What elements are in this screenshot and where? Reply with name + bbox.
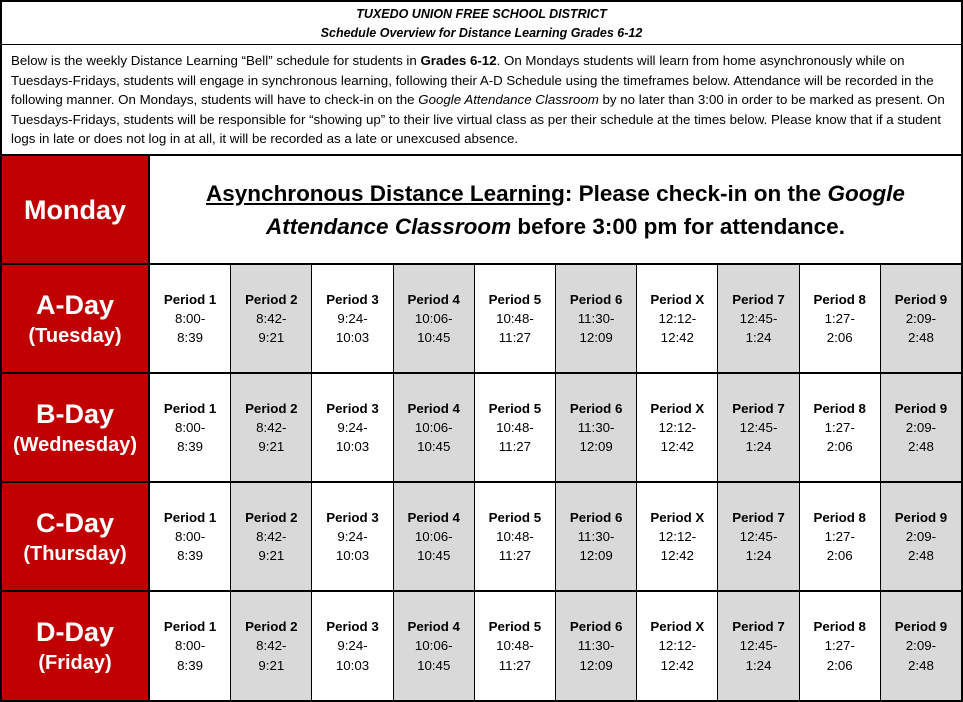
period-name: Period 1 bbox=[163, 509, 217, 525]
intro-paragraph bbox=[2, 45, 961, 156]
period-start: 8:42- bbox=[256, 528, 287, 544]
day-cell-monday bbox=[2, 156, 150, 263]
period-start: 11:30- bbox=[577, 310, 615, 326]
day-name: B-Day bbox=[35, 398, 115, 429]
period-start: 2:09- bbox=[905, 528, 937, 544]
period-start: 12:45- bbox=[739, 638, 778, 654]
period-start: 9:24- bbox=[337, 528, 368, 544]
intro-classroom: Google Attendance Classroom bbox=[418, 92, 599, 108]
period-start: 1:27- bbox=[824, 419, 855, 435]
period-start: 12:12- bbox=[658, 528, 697, 544]
period-name: Period 9 bbox=[894, 291, 948, 307]
period-end: 12:42 bbox=[660, 657, 694, 673]
day-weekday: (Wednesday) bbox=[12, 433, 138, 456]
period-cell bbox=[312, 592, 393, 700]
period-name: Period 5 bbox=[488, 400, 542, 416]
day-row bbox=[2, 374, 961, 483]
period-start: 9:24- bbox=[337, 310, 368, 326]
period-name: Period 1 bbox=[163, 619, 217, 635]
period-name: Period 3 bbox=[326, 509, 379, 525]
period-cell bbox=[394, 592, 475, 700]
period-cell bbox=[800, 483, 881, 590]
intro-text-2: . On Mondays students will learn from home asynchronously while on Tuesdays-Fridays, students will engage in synchronous learning, following their A-D Schedule using the timeframes below. Attendance will be recorded in the following manner. On Mondays, students will have to check-in on the bbox=[11, 53, 934, 108]
period-cell bbox=[718, 592, 799, 700]
period-cell bbox=[475, 592, 556, 700]
period-start: 10:06- bbox=[414, 419, 453, 435]
day-name: D-Day bbox=[35, 617, 115, 647]
period-end: 10:03 bbox=[335, 548, 370, 564]
district-title: TUXEDO UNION FREE SCHOOL DISTRICT bbox=[356, 7, 607, 21]
period-name: Period 2 bbox=[245, 509, 298, 525]
day-name: A-Day bbox=[35, 289, 115, 320]
period-end: 8:39 bbox=[177, 657, 204, 673]
period-end: 12:09 bbox=[579, 548, 613, 564]
period-cell bbox=[800, 592, 881, 700]
period-cell bbox=[637, 265, 718, 372]
document-header bbox=[2, 2, 961, 45]
period-cell bbox=[637, 374, 718, 481]
period-start: 10:48- bbox=[496, 310, 534, 326]
day-cell bbox=[2, 483, 150, 590]
period-end: 9:21 bbox=[258, 548, 285, 564]
period-end: 10:45 bbox=[417, 657, 451, 673]
period-name: Period 6 bbox=[569, 509, 623, 525]
period-end: 12:42 bbox=[660, 439, 694, 455]
period-end: 12:42 bbox=[660, 548, 694, 564]
period-end: 10:03 bbox=[335, 330, 370, 346]
intro-text-3: by no later than 3:00 in order to be marked as present. On Tuesdays-Fridays, students will be responsible for “showing up” to their live virtual class as per their schedule at the times below. Please know that if a student logs in late or does not log in at all, it will be recorded as a late or unexcused absence. bbox=[11, 92, 945, 147]
period-name: Period 3 bbox=[326, 619, 379, 635]
period-end: 12:09 bbox=[579, 439, 613, 455]
period-name: Period 7 bbox=[732, 619, 785, 635]
period-name: Period 9 bbox=[894, 400, 948, 416]
period-end: 1:24 bbox=[745, 548, 772, 564]
period-start: 1:27- bbox=[824, 528, 855, 544]
period-cell bbox=[475, 483, 556, 590]
period-cell bbox=[475, 265, 556, 372]
period-start: 1:27- bbox=[824, 310, 855, 326]
period-end: 11:27 bbox=[498, 548, 532, 564]
period-cell bbox=[556, 592, 637, 700]
period-name: Period 3 bbox=[326, 400, 379, 416]
period-name: Period 2 bbox=[245, 619, 298, 635]
period-cell bbox=[150, 483, 231, 590]
period-end: 11:27 bbox=[498, 439, 532, 455]
monday-msg-end: before 3:00 pm for attendance. bbox=[511, 213, 845, 239]
period-start: 8:00- bbox=[174, 528, 206, 544]
period-name: Period 2 bbox=[245, 400, 298, 416]
period-start: 10:06- bbox=[414, 528, 453, 544]
period-end: 2:48 bbox=[907, 657, 934, 673]
day-weekday: (Thursday) bbox=[23, 542, 127, 565]
schedule-subtitle: Schedule Overview for Distance Learning Grades 6-12 bbox=[320, 26, 643, 40]
period-name: Period X bbox=[650, 291, 705, 307]
period-end: 2:06 bbox=[826, 548, 853, 564]
period-end: 8:39 bbox=[177, 330, 204, 346]
intro-grades: Grades 6-12 bbox=[420, 53, 497, 68]
period-end: 9:21 bbox=[258, 330, 285, 346]
period-start: 12:12- bbox=[658, 638, 697, 654]
period-name: Period 4 bbox=[407, 619, 460, 635]
period-end: 2:06 bbox=[826, 657, 853, 673]
period-start: 1:27- bbox=[824, 638, 855, 654]
period-cell bbox=[150, 374, 231, 481]
period-cell bbox=[231, 265, 312, 372]
period-end: 12:09 bbox=[579, 657, 613, 673]
period-name: Period 7 bbox=[732, 400, 785, 416]
period-cell bbox=[556, 483, 637, 590]
period-start: 11:30- bbox=[577, 638, 615, 654]
period-end: 8:39 bbox=[177, 548, 204, 564]
period-start: 10:06- bbox=[414, 638, 453, 654]
period-name: Period X bbox=[650, 400, 705, 416]
period-cell bbox=[394, 265, 475, 372]
period-cell bbox=[637, 483, 718, 590]
period-cell bbox=[394, 483, 475, 590]
period-start: 2:09- bbox=[905, 310, 937, 326]
period-name: Period 9 bbox=[894, 619, 948, 635]
period-cell bbox=[637, 592, 718, 700]
period-start: 12:12- bbox=[658, 310, 697, 326]
period-start: 12:45- bbox=[739, 419, 778, 435]
period-cell bbox=[718, 374, 799, 481]
monday-row bbox=[2, 156, 961, 265]
period-name: Period 4 bbox=[407, 509, 460, 525]
day-cell bbox=[2, 592, 150, 700]
day-row bbox=[2, 592, 961, 700]
period-name: Period 7 bbox=[732, 291, 785, 307]
period-name: Period 7 bbox=[732, 509, 785, 525]
period-cell bbox=[800, 374, 881, 481]
period-name: Period 4 bbox=[407, 400, 460, 416]
period-end: 8:39 bbox=[177, 439, 204, 455]
period-start: 8:00- bbox=[174, 638, 206, 654]
day-weekday: (Friday) bbox=[38, 652, 112, 674]
day-row bbox=[2, 483, 961, 592]
period-name: Period X bbox=[650, 619, 705, 635]
period-cell bbox=[231, 592, 312, 700]
period-name: Period 2 bbox=[245, 291, 298, 307]
monday-message bbox=[150, 156, 961, 263]
period-start: 11:30- bbox=[577, 419, 615, 435]
period-name: Period 9 bbox=[894, 509, 948, 525]
period-end: 1:24 bbox=[745, 439, 772, 455]
period-end: 2:06 bbox=[826, 330, 853, 346]
period-start: 10:48- bbox=[496, 528, 534, 544]
period-start: 2:09- bbox=[905, 419, 937, 435]
period-cell bbox=[312, 374, 393, 481]
period-start: 11:30- bbox=[577, 528, 615, 544]
period-name: Period 6 bbox=[569, 400, 623, 416]
period-cell bbox=[881, 374, 961, 481]
period-start: 12:12- bbox=[658, 419, 697, 435]
intro-text-1: Below is the weekly Distance Learning “Bell” schedule for students in bbox=[11, 53, 421, 68]
period-end: 2:48 bbox=[907, 439, 934, 455]
period-cell bbox=[800, 265, 881, 372]
period-cell bbox=[394, 374, 475, 481]
period-end: 2:06 bbox=[826, 439, 853, 455]
period-start: 8:42- bbox=[256, 419, 287, 435]
day-row bbox=[2, 265, 961, 374]
period-name: Period 8 bbox=[813, 400, 866, 416]
period-start: 12:45- bbox=[739, 528, 778, 544]
period-start: 10:06- bbox=[414, 310, 453, 326]
period-cell bbox=[881, 592, 961, 700]
period-name: Period 8 bbox=[813, 619, 866, 635]
period-end: 1:24 bbox=[745, 330, 772, 346]
period-start: 8:00- bbox=[174, 310, 206, 326]
period-cell bbox=[231, 483, 312, 590]
day-cell bbox=[2, 374, 150, 481]
period-start: 8:42- bbox=[256, 310, 287, 326]
period-cell bbox=[231, 374, 312, 481]
period-name: Period 3 bbox=[326, 291, 379, 307]
period-cell bbox=[150, 592, 231, 700]
period-name: Period 4 bbox=[407, 291, 460, 307]
period-name: Period 1 bbox=[163, 291, 217, 307]
period-cell bbox=[718, 265, 799, 372]
period-start: 10:48- bbox=[496, 419, 534, 435]
period-cell bbox=[556, 265, 637, 372]
period-start: 2:09- bbox=[905, 638, 937, 654]
period-start: 12:45- bbox=[739, 310, 778, 326]
period-end: 12:09 bbox=[579, 330, 613, 346]
period-cell bbox=[718, 483, 799, 590]
period-end: 10:45 bbox=[417, 439, 451, 455]
period-end: 10:45 bbox=[417, 330, 451, 346]
monday-msg-italic: Google Attendance Classroom bbox=[266, 180, 905, 239]
period-end: 11:27 bbox=[498, 657, 532, 673]
period-cell bbox=[150, 265, 231, 372]
period-end: 1:24 bbox=[745, 657, 772, 673]
period-start: 8:42- bbox=[256, 638, 287, 654]
monday-msg-underlined: Asynchronous Distance Learning bbox=[206, 180, 565, 206]
period-end: 11:27 bbox=[498, 330, 532, 346]
period-end: 10:03 bbox=[335, 657, 370, 673]
period-name: Period X bbox=[650, 509, 705, 525]
period-end: 9:21 bbox=[258, 439, 285, 455]
period-name: Period 5 bbox=[488, 291, 542, 307]
period-end: 2:48 bbox=[907, 330, 934, 346]
period-name: Period 6 bbox=[569, 291, 623, 307]
period-cell bbox=[312, 265, 393, 372]
day-weekday: (Tuesday) bbox=[28, 324, 122, 347]
period-name: Period 1 bbox=[163, 400, 217, 416]
period-end: 2:48 bbox=[907, 548, 934, 564]
period-start: 8:00- bbox=[174, 419, 206, 435]
period-start: 9:24- bbox=[337, 419, 368, 435]
period-name: Period 8 bbox=[813, 291, 866, 307]
day-cell bbox=[2, 265, 150, 372]
period-start: 9:24- bbox=[337, 638, 368, 654]
period-name: Period 8 bbox=[813, 509, 866, 525]
period-cell bbox=[556, 374, 637, 481]
monday-msg-mid: : Please check-in on the bbox=[564, 180, 828, 206]
period-end: 9:21 bbox=[258, 657, 285, 673]
period-end: 10:03 bbox=[335, 439, 370, 455]
day-name: C-Day bbox=[35, 507, 115, 538]
period-end: 12:42 bbox=[660, 330, 694, 346]
day-name: Monday bbox=[23, 194, 126, 225]
period-name: Period 6 bbox=[569, 619, 623, 635]
period-name: Period 5 bbox=[488, 619, 542, 635]
period-end: 10:45 bbox=[417, 548, 451, 564]
period-start: 10:48- bbox=[496, 638, 534, 654]
period-cell bbox=[881, 265, 961, 372]
period-cell bbox=[312, 483, 393, 590]
period-cell bbox=[475, 374, 556, 481]
period-cell bbox=[881, 483, 961, 590]
period-name: Period 5 bbox=[488, 509, 542, 525]
